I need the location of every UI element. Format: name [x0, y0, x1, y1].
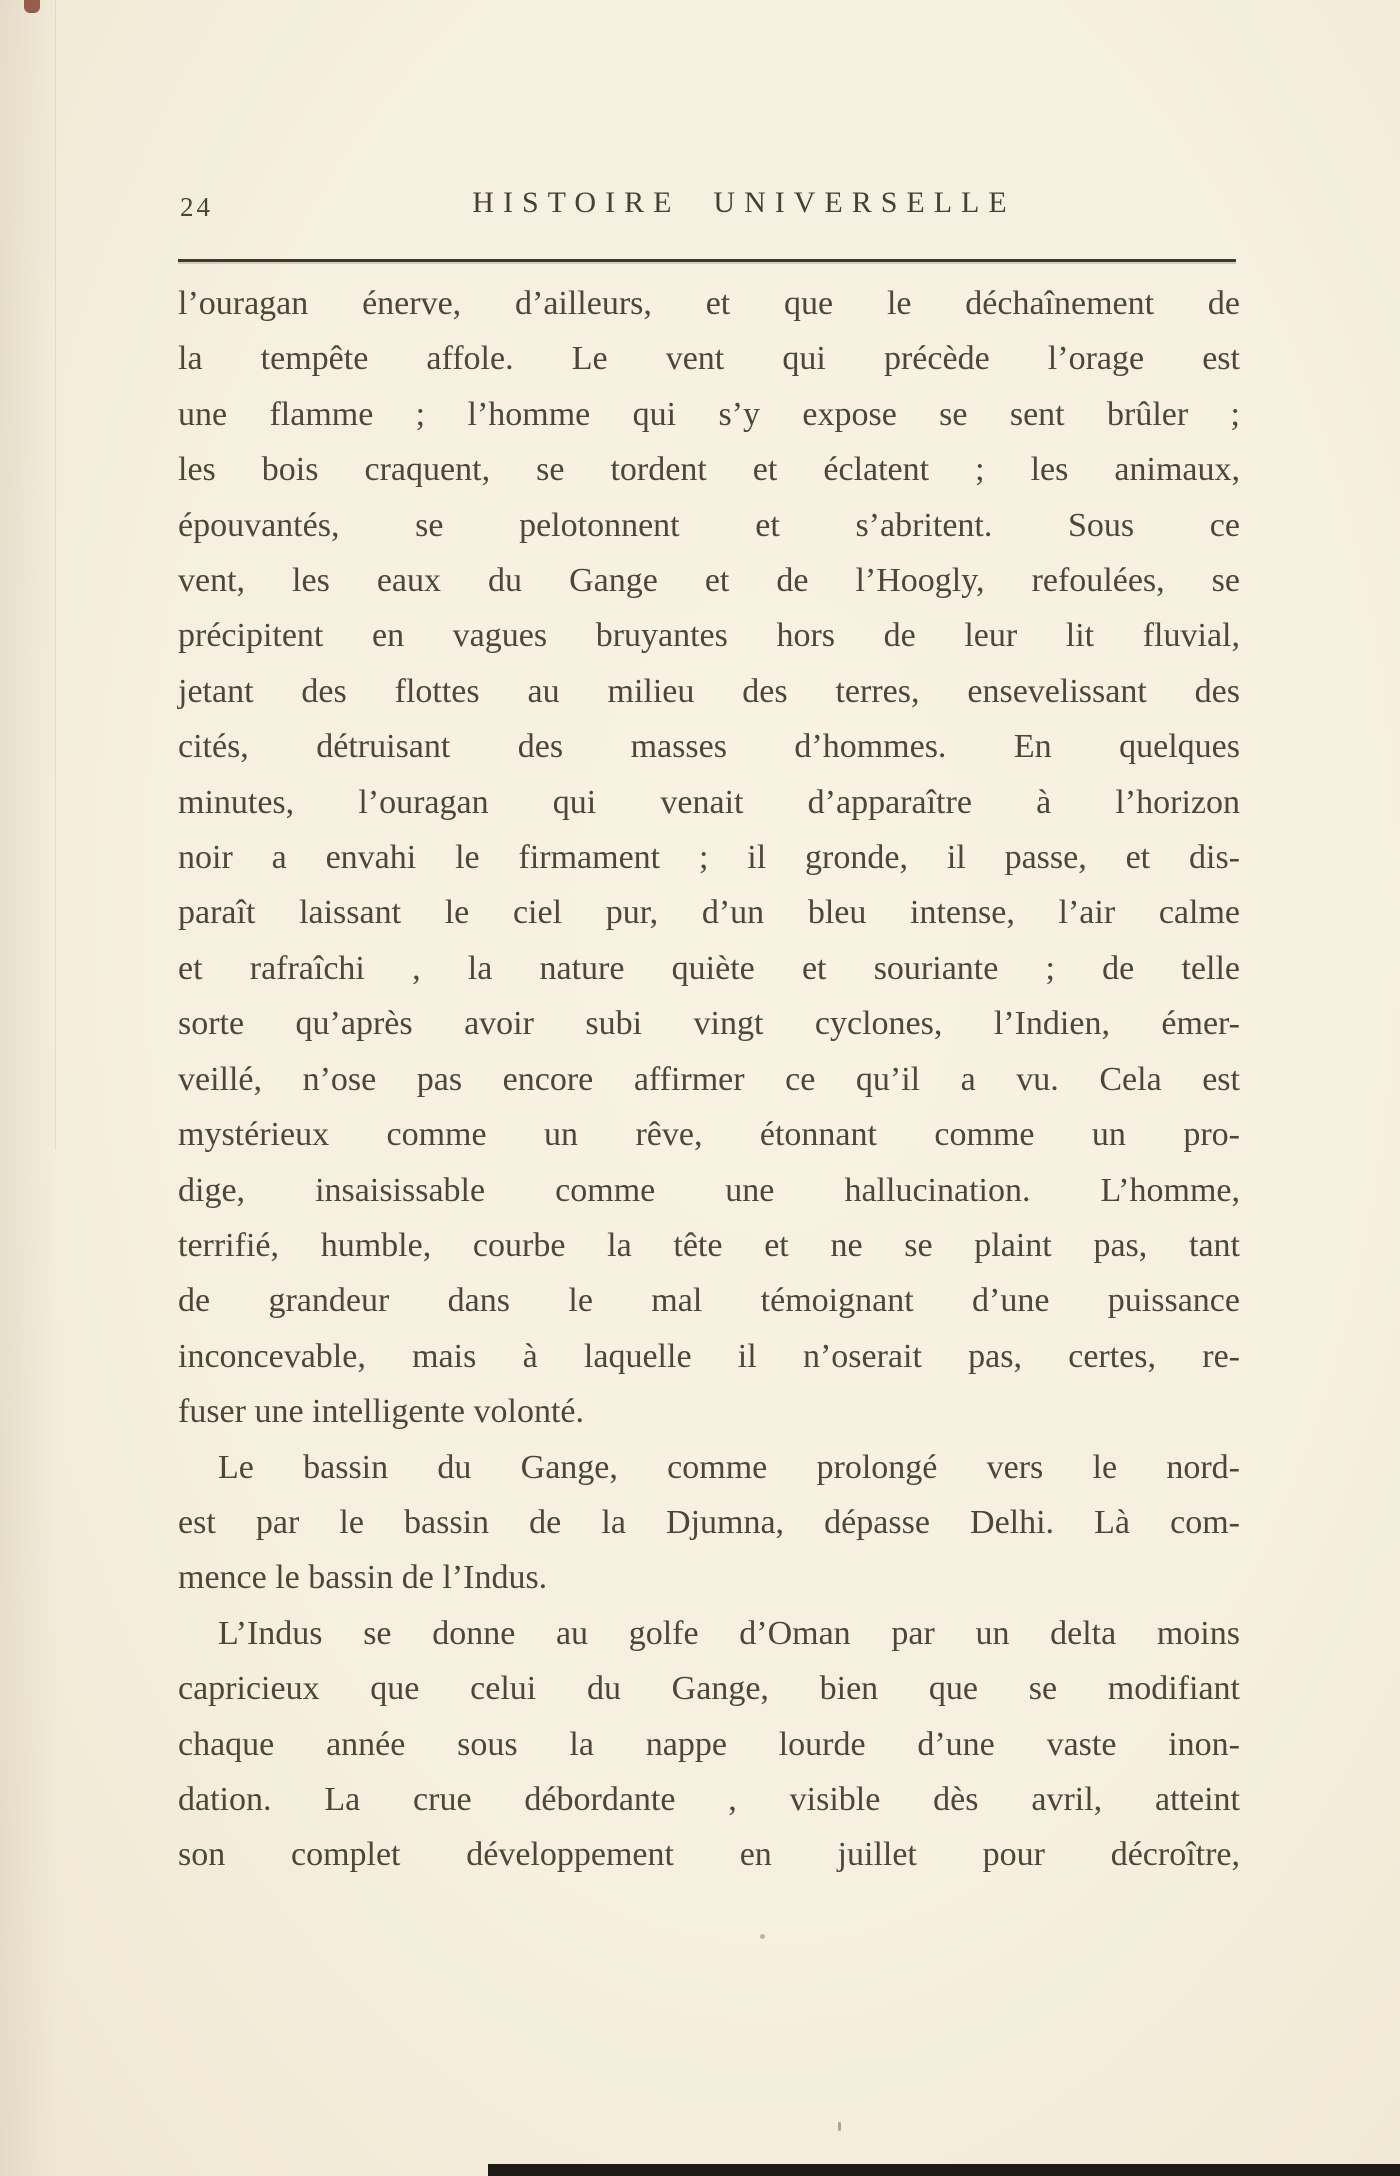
text-line: mystérieux comme un rêve, étonnant comme un pro-	[178, 1116, 1240, 1154]
text-line: est par le bassin de la Djumna, dépasse Delhi. Là com-	[178, 1503, 1240, 1541]
text-line: veillé, n’ose pas encore affirmer ce qu’il a vu. Cela est	[178, 1060, 1240, 1098]
text-line: dation. La crue débordante , visible dès avril, atteint	[178, 1780, 1240, 1818]
text-line: et rafraîchi , la nature quiète et souriante ; de telle	[178, 949, 1240, 987]
page-number: 24	[180, 192, 213, 222]
text-line: paraît laissant le ciel pur, d’un bleu intense, l’air calme	[178, 894, 1240, 932]
header-rule	[178, 259, 1236, 262]
text-line: les bois craquent, se tordent et éclatent ; les animaux,	[178, 451, 1240, 489]
text-line: fuser une intelligente volonté.	[178, 1393, 584, 1431]
text-line: l’ouragan énerve, d’ailleurs, et que le déchaînement de	[178, 285, 1240, 322]
text-line: la tempête affole. Le vent qui précède l’orage est	[178, 340, 1240, 378]
text-line: terrifié, humble, courbe la tête et ne se plaint pas, tant	[178, 1226, 1240, 1264]
running-head	[0, 186, 1400, 230]
text-line: épouvantés, se pelotonnent et s’abritent. Sous ce	[178, 506, 1240, 544]
text-line: cités, détruisant des masses d’hommes. En quelques	[178, 728, 1240, 766]
text-line: vent, les eaux du Gange et de l’Hoogly, refoulées, se	[178, 562, 1240, 600]
text-block	[178, 276, 1240, 1883]
paper-speck	[760, 1934, 765, 1939]
text-line: L’Indus se donne au golfe d’Oman par un delta moins	[218, 1614, 1240, 1652]
text-line: noir a envahi le firmament ; il gronde, il passe, et dis-	[178, 839, 1240, 877]
text-line: une flamme ; l’homme qui s’y expose se sent brûler ;	[178, 395, 1240, 433]
page-edge-line	[55, 0, 56, 1150]
text-line: sorte qu’après avoir subi vingt cyclones, l’Indien, émer-	[178, 1005, 1240, 1043]
text-line: dige, insaisissable comme une hallucination. L’homme,	[178, 1171, 1240, 1209]
text-line: Le bassin du Gange, comme prolongé vers le nord-	[218, 1448, 1240, 1486]
scan-edge-strip	[488, 2164, 1400, 2176]
text-line: inconcevable, mais à laquelle il n’oserait pas, certes, re-	[178, 1337, 1240, 1375]
text-line: précipitent en vagues bruyantes hors de leur lit fluvial,	[178, 617, 1240, 655]
text-line: mence le bassin de l’Indus.	[178, 1559, 548, 1597]
paper-speck	[838, 2122, 841, 2131]
text-line: chaque année sous la nappe lourde d’une vaste inon-	[178, 1725, 1240, 1763]
text-line: minutes, l’ouragan qui venait d’apparaître à l’horizon	[178, 783, 1240, 821]
text-line: de grandeur dans le mal témoignant d’une puissance	[178, 1282, 1240, 1320]
text-line: jetant des flottes au milieu des terres, ensevelissant des	[178, 672, 1240, 710]
text-line: capricieux que celui du Gange, bien que se modifiant	[178, 1670, 1240, 1708]
text-line: son complet développement en juillet pour décroître,	[178, 1836, 1240, 1874]
running-title: HISTOIRE UNIVERSELLE	[472, 186, 1016, 219]
corner-mark	[24, 0, 40, 13]
